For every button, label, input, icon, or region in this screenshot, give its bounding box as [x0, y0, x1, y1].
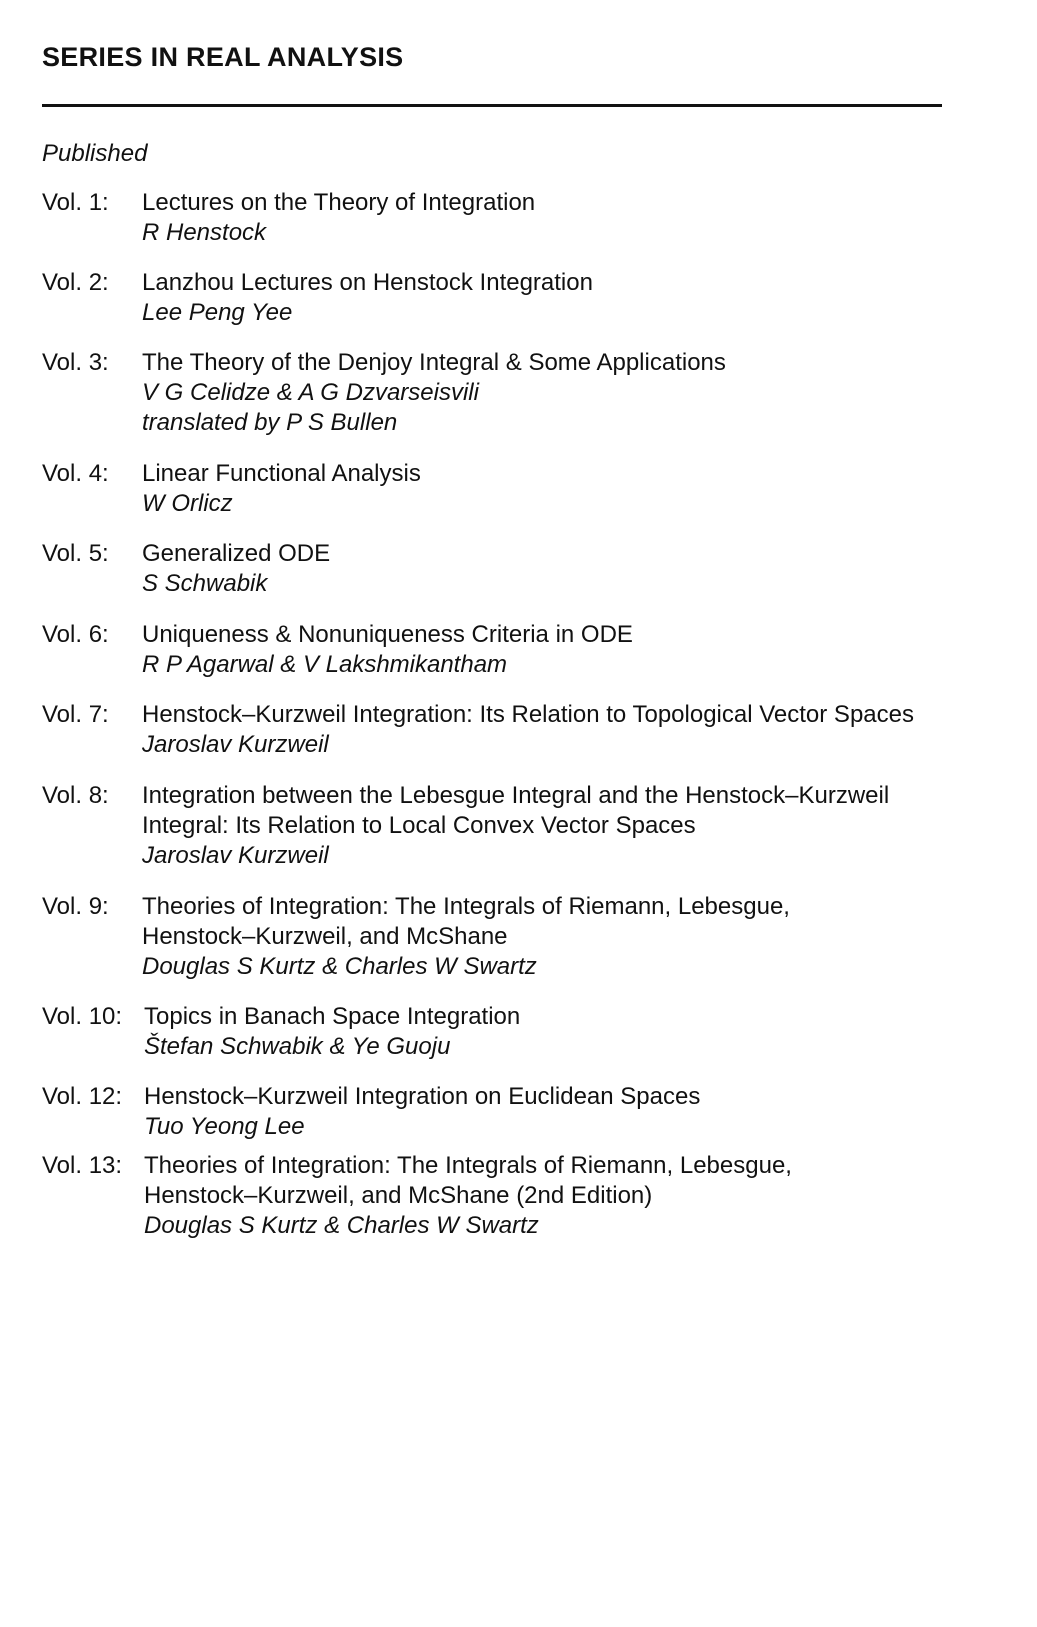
volume-author: R Henstock: [142, 219, 267, 246]
volume-details: [144, 1082, 1004, 1142]
volume-title: Henstock–Kurzweil Integration on Euclidean Spaces: [144, 1083, 701, 1110]
volume-number: Vol. 1:: [42, 189, 109, 216]
volume-number: Vol. 3:: [42, 349, 109, 376]
volume-title: Integral: Its Relation to Local Convex Vector Spaces: [142, 812, 696, 839]
volume-details: [144, 1002, 1004, 1062]
volume-title: Henstock–Kurzweil, and McShane: [142, 923, 508, 950]
volume-details: [142, 620, 1002, 680]
volume-number: Vol. 2:: [42, 269, 109, 296]
volume-details: [142, 188, 1002, 248]
volume-number: Vol. 8:: [42, 782, 109, 809]
volume-number: Vol. 4:: [42, 460, 109, 487]
volume-number: Vol. 12:: [42, 1083, 123, 1110]
volume-details: [142, 348, 1002, 438]
volume-author: Douglas S Kurtz & Charles W Swartz: [142, 953, 537, 980]
volume-number: Vol. 5:: [42, 540, 109, 567]
volume-author: Douglas S Kurtz & Charles W Swartz: [144, 1212, 539, 1239]
section-label-published: Published: [42, 140, 148, 167]
volume-title: The Theory of the Denjoy Integral & Some Applications: [142, 349, 726, 376]
volume-author: Tuo Yeong Lee: [144, 1113, 305, 1140]
volume-details: [142, 459, 1002, 519]
volume-title: Henstock–Kurzweil Integration: Its Relation to Topological Vector Spaces: [142, 701, 914, 728]
volume-author: Lee Peng Yee: [142, 299, 293, 326]
volume-author: R P Agarwal & V Lakshmikantham: [142, 651, 508, 678]
volume-title: Integration between the Lebesgue Integral and the Henstock–Kurzweil: [142, 782, 890, 809]
volume-details: [142, 781, 1002, 871]
volume-title: Generalized ODE: [142, 540, 331, 567]
volume-title: Theories of Integration: The Integrals of Riemann, Lebesgue,: [144, 1152, 792, 1179]
volume-number: Vol. 10:: [42, 1003, 123, 1030]
volume-details: [142, 539, 1002, 599]
volume-number: Vol. 7:: [42, 701, 109, 728]
volume-details: [142, 892, 1002, 982]
volume-details: [144, 1151, 1004, 1241]
title-rule: [42, 104, 942, 107]
volume-author: Štefan Schwabik & Ye Guoju: [144, 1033, 451, 1060]
volume-author: V G Celidze & A G Dzvarseisvili: [142, 379, 479, 406]
series-title: SERIES IN REAL ANALYSIS: [42, 42, 404, 72]
volume-details: [142, 700, 1002, 760]
volume-title: Henstock–Kurzweil, and McShane (2nd Edition): [144, 1182, 653, 1209]
volume-title: Linear Functional Analysis: [142, 460, 421, 487]
volume-author: Jaroslav Kurzweil: [142, 842, 329, 869]
volume-title: Topics in Banach Space Integration: [144, 1003, 521, 1030]
volume-title: Uniqueness & Nonuniqueness Criteria in ODE: [142, 621, 633, 648]
volume-title: Theories of Integration: The Integrals of Riemann, Lebesgue,: [142, 893, 790, 920]
volume-number: Vol. 9:: [42, 893, 109, 920]
volume-details: [142, 268, 1002, 328]
volume-translator: translated by P S Bullen: [142, 409, 398, 436]
volume-number: Vol. 6:: [42, 621, 109, 648]
volume-author: W Orlicz: [142, 490, 233, 517]
volume-title: Lanzhou Lectures on Henstock Integration: [142, 269, 593, 296]
volume-author: S Schwabik: [142, 570, 268, 597]
volume-title: Lectures on the Theory of Integration: [142, 189, 536, 216]
volume-number: Vol. 13:: [42, 1152, 123, 1179]
volume-author: Jaroslav Kurzweil: [142, 731, 329, 758]
